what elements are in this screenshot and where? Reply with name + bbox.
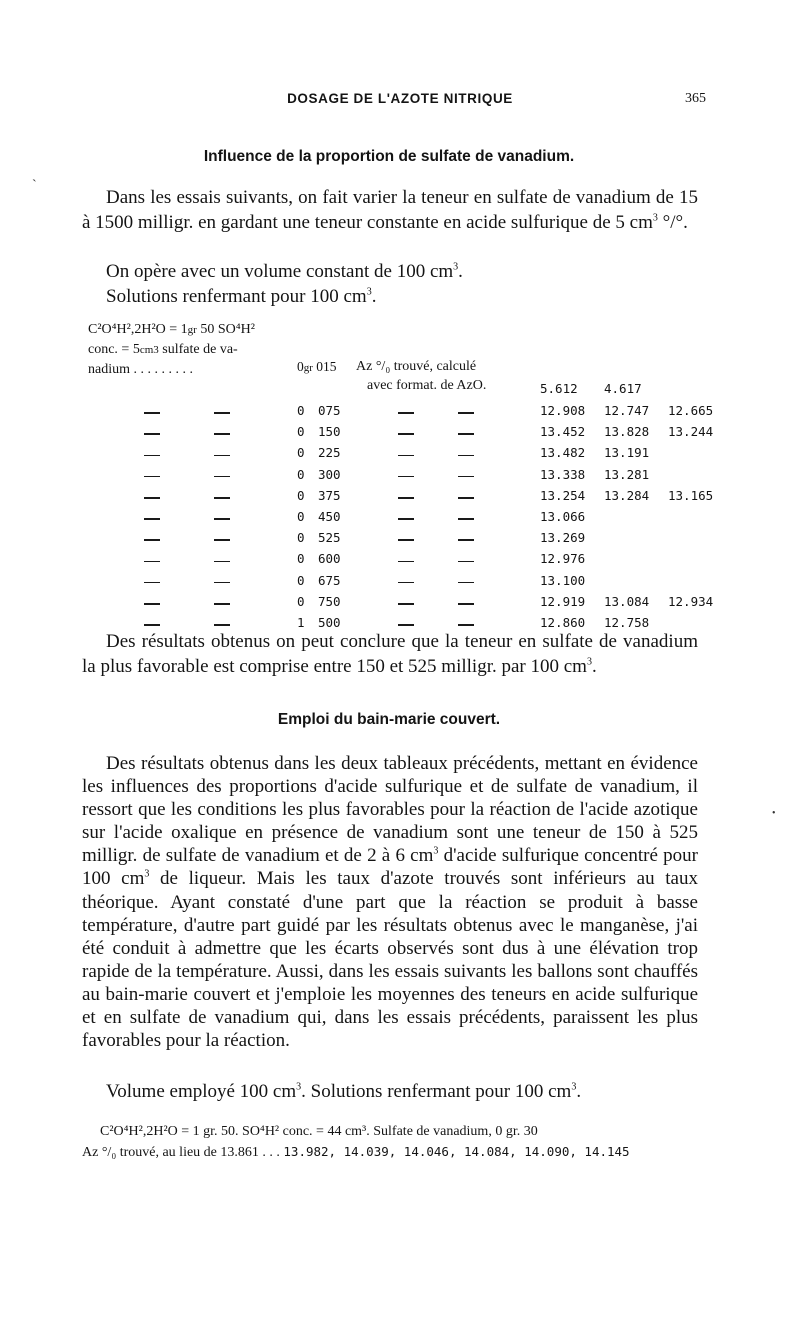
ditto-dash-mark [458,476,474,478]
ditto-dash-mark [458,603,474,605]
ditto-dash-mark [458,412,474,414]
ditto-dash-mark [458,561,474,563]
ditto-dash [214,489,230,505]
bain-marie-text-c: de liqueur. Mais les taux d'azote trouvés sont inférieurs au taux théorique. Ayant constaté d'une part que la réaction se produit à basse température, d'autre part guidé par les résultats obtenus avec le manganèse, j'ai été conduit à admettre que les écarts observés sont dus à une élévation trop rapide de la température. Aussi, dans les essais suivants les ballons sont chauffés au bain-marie couvert et j'emploie les moyennes des teneurs en acide sulfurique et en sulfate de vanadium qui, dans les essais précédents, paraissent les plus favorables pour la réaction. [82,868,698,1052]
result-value: 13.084 [604,593,650,609]
paragraph-volume-text: On opère avec un volume constant de 100 cm [106,261,454,282]
amount-dec: 450 [318,509,341,524]
result-value: 12.665 [668,403,714,418]
ditto-dash [214,531,230,547]
amount-dec: 300 [318,466,341,482]
formula-line-3: nadium . . . . . . . . . [88,362,193,377]
paragraph-solutions [82,285,698,310]
amount-int: 0 [297,445,305,461]
ditto-dash [144,446,160,462]
paragraph-conclusion [82,630,698,679]
ditto-dash-mark [214,476,230,478]
ditto-dash [458,404,474,420]
first-result-2: 4.617 [604,381,642,396]
ditto-dash-mark [214,412,230,414]
amount-int: 0 [297,424,305,440]
result-value: 12.860 [540,615,586,630]
volume-text-b: . Solutions renfermant pour 100 cm [301,1081,572,1102]
result-value: 12.919 [540,593,586,609]
column-header-line-1: Az °/₀ trouvé, calculé [356,359,477,374]
ditto-dash-mark [458,624,474,626]
amount-dec: 675 [318,572,341,588]
ditto-dash [214,595,230,611]
amount-int: 0 [297,359,304,374]
result-value: 12.758 [604,615,650,630]
superscript: 3 [586,656,592,668]
ditto-dash-mark [144,518,160,520]
volume-text-c: . [576,1081,582,1102]
paragraph-bain-marie [82,752,698,1052]
ditto-dash [398,595,414,611]
amount-dec: 075 [318,403,341,418]
ditto-dash [398,531,414,547]
ditto-dash [458,595,474,611]
ditto-dash-mark [398,603,414,605]
ditto-dash [458,468,474,484]
result-value: 13.191 [604,445,650,461]
formula-end: sulfate de va- [158,342,238,357]
amount-int: 0 [297,403,305,418]
ditto-dash-mark [458,433,474,435]
result-value: 13.828 [604,424,650,440]
ditto-dash-mark [214,455,230,457]
ditto-dash [144,489,160,505]
ditto-dash [458,489,474,505]
amount-int: 0 [297,466,305,482]
formula-text: conc. = 5 [88,342,140,357]
ditto-dash-mark [398,476,414,478]
ditto-dash [398,552,414,568]
result-value: 13.165 [668,487,714,503]
paragraph-intro-text: Dans les essais suivants, on fait varier la teneur en sulfate de vanadium de 15 à 1500 milligr. en gardant une teneur constante en acide sulfurique de 5 cm [82,187,698,233]
ditto-dash [144,531,160,547]
ditto-dash-mark [458,455,474,457]
result-value: 13.244 [668,424,714,440]
paragraph-intro [82,186,698,235]
first-result-1: 5.612 [540,381,578,396]
formula-line-2 [88,340,288,360]
ditto-dash-mark [398,412,414,414]
ditto-dash [144,468,160,484]
amount-dec: 375 [318,487,341,503]
result-value: 13.338 [540,466,586,482]
amount-int: 0 [297,530,305,546]
ditto-dash-mark [144,476,160,478]
paragraph-volume-end: . [458,261,463,282]
superscript: 3 [366,286,372,298]
conclusion-text: Des résultats obtenus on peut conclure que la teneur en sulfate de vanadium la plus favorable est comprise entre 150 et 525 milligr. par 100 cm [82,631,698,677]
ditto-dash-mark [144,455,160,457]
amount-unit: gr [303,362,313,374]
paragraph-intro-end: °/°. [657,211,688,233]
margin-mark: ` [32,178,37,193]
column-header-line-2: avec format. de AzO. [367,378,487,393]
ditto-dash-mark [214,624,230,626]
ditto-dash-mark [458,518,474,520]
ditto-dash-mark [144,539,160,541]
ditto-dash [214,552,230,568]
ditto-dash [398,489,414,505]
result-value: 12.747 [604,403,650,418]
ditto-dash-mark [398,561,414,563]
ditto-dash [214,446,230,462]
ditto-dash-mark [398,518,414,520]
bain-marie-text-b: d'acide sulfurique concentré pour 100 cm [82,845,698,890]
result-value: 13.254 [540,487,586,503]
ditto-dash-mark [458,497,474,499]
running-title: DOSAGE DE L'AZOTE NITRIQUE [287,91,513,106]
amount-dec: 525 [318,530,341,546]
amount-int: 0 [297,487,305,503]
formula-text: C²O⁴H²,2H²O = 1 [88,322,188,337]
ditto-dash-mark [144,624,160,626]
footer-results [82,1142,702,1163]
ditto-dash [398,574,414,590]
ditto-dash [144,574,160,590]
ditto-dash-mark [144,582,160,584]
ditto-dash [458,531,474,547]
footer-results-label: Az °/₀ trouvé, au lieu de 13.861 . . . [82,1145,280,1160]
ditto-dash-mark [214,582,230,584]
ditto-dash-mark [398,539,414,541]
ditto-dash-mark [398,582,414,584]
ditto-dash-mark [144,433,160,435]
ditto-dash [458,425,474,441]
result-value: 12.934 [668,593,714,609]
conclusion-end: . [591,655,597,677]
result-value: 12.908 [540,403,586,418]
superscript: 3 [296,1081,302,1093]
ditto-dash-mark [398,455,414,457]
ditto-dash-mark [214,561,230,563]
ditto-dash [144,425,160,441]
first-amount [297,359,337,375]
margin-mark: • [772,808,776,819]
footer-conditions: C²O⁴H²,2H²O = 1 gr. 50. SO⁴H² conc. = 44 cm³. Sulfate de vanadium, 0 gr. 30 [100,1124,538,1139]
ditto-dash-mark [398,497,414,499]
result-value: 13.452 [540,424,586,440]
superscript: 3 [571,1081,577,1093]
ditto-dash-mark [398,433,414,435]
formula-unit: gr [187,324,197,336]
ditto-dash [144,595,160,611]
volume-text-a: Volume employé 100 cm [106,1081,297,1102]
ditto-dash [458,574,474,590]
ditto-dash [144,510,160,526]
amount-dec: 225 [318,445,341,461]
footer-results-values: 13.982, 14.039, 14.046, 14.084, 14.090, 14.145 [283,1144,630,1159]
ditto-dash-mark [144,561,160,563]
result-value: 13.482 [540,445,586,461]
paragraph-solutions-text: Solutions renfermant pour 100 cm [106,286,367,307]
superscript: 3 [652,212,658,224]
ditto-dash [144,404,160,420]
bain-marie-text-a: Des résultats obtenus dans les deux tableaux précédents, mettant en évidence les influences des proportions d'acide sulfurique et de sulfate de vanadium, il ressort que les conditions les plus favorables pour la réaction de l'acide azotique sur l'acide oxalique en présence de vanadium sont une teneur de 150 à 525 milligr. de sulfate de vanadium et de 2 à 6 cm [82,753,698,867]
amount-int: 0 [297,572,305,588]
ditto-dash [398,510,414,526]
ditto-dash-mark [458,539,474,541]
amount-int: 0 [297,593,305,609]
table-formula [88,320,288,379]
ditto-dash-mark [214,433,230,435]
result-value: 13.066 [540,509,586,524]
section-title-vanadium: Influence de la proportion de sulfate de vanadium. [203,148,575,165]
formula-line-1 [88,320,288,340]
result-value: 13.281 [604,466,650,482]
result-value: 12.976 [540,551,586,567]
ditto-dash [458,510,474,526]
page-number: 365 [685,91,706,106]
ditto-dash-mark [144,603,160,605]
ditto-dash [214,468,230,484]
superscript: 3 [433,846,439,858]
ditto-dash-mark [144,497,160,499]
amount-int: 0 [297,551,305,567]
ditto-dash-mark [214,518,230,520]
formula-unit: cm3 [139,344,159,356]
ditto-dash [214,510,230,526]
ditto-dash [144,552,160,568]
ditto-dash [458,446,474,462]
paragraph-solutions-end: . [371,286,377,307]
ditto-dash-mark [458,582,474,584]
amount-dec: 750 [318,593,341,609]
ditto-dash [214,404,230,420]
formula-end: 50 SO⁴H² [200,322,255,337]
amount-int: 0 [297,509,305,524]
ditto-dash-mark [144,412,160,414]
superscript: 3 [144,869,150,881]
ditto-dash [398,468,414,484]
amount-dec: 015 [316,359,337,374]
ditto-dash [214,574,230,590]
section-title-bain-marie: Emploi du bain-marie couvert. [277,711,501,728]
amount-int: 1 [297,615,305,630]
amount-dec: 150 [318,424,341,440]
superscript: 3 [453,261,459,273]
ditto-dash [398,404,414,420]
paragraph-volume [82,260,698,285]
amount-dec: 500 [318,615,341,630]
ditto-dash-mark [214,497,230,499]
ditto-dash [398,446,414,462]
ditto-dash [458,552,474,568]
running-head [0,91,800,111]
paragraph-volume-employed [82,1080,698,1105]
result-value: 13.284 [604,487,650,503]
ditto-dash [398,425,414,441]
ditto-dash [214,425,230,441]
result-value: 13.100 [540,572,586,588]
ditto-dash-mark [398,624,414,626]
amount-dec: 600 [318,551,341,567]
ditto-dash-mark [214,603,230,605]
result-value: 13.269 [540,530,586,546]
ditto-dash-mark [214,539,230,541]
